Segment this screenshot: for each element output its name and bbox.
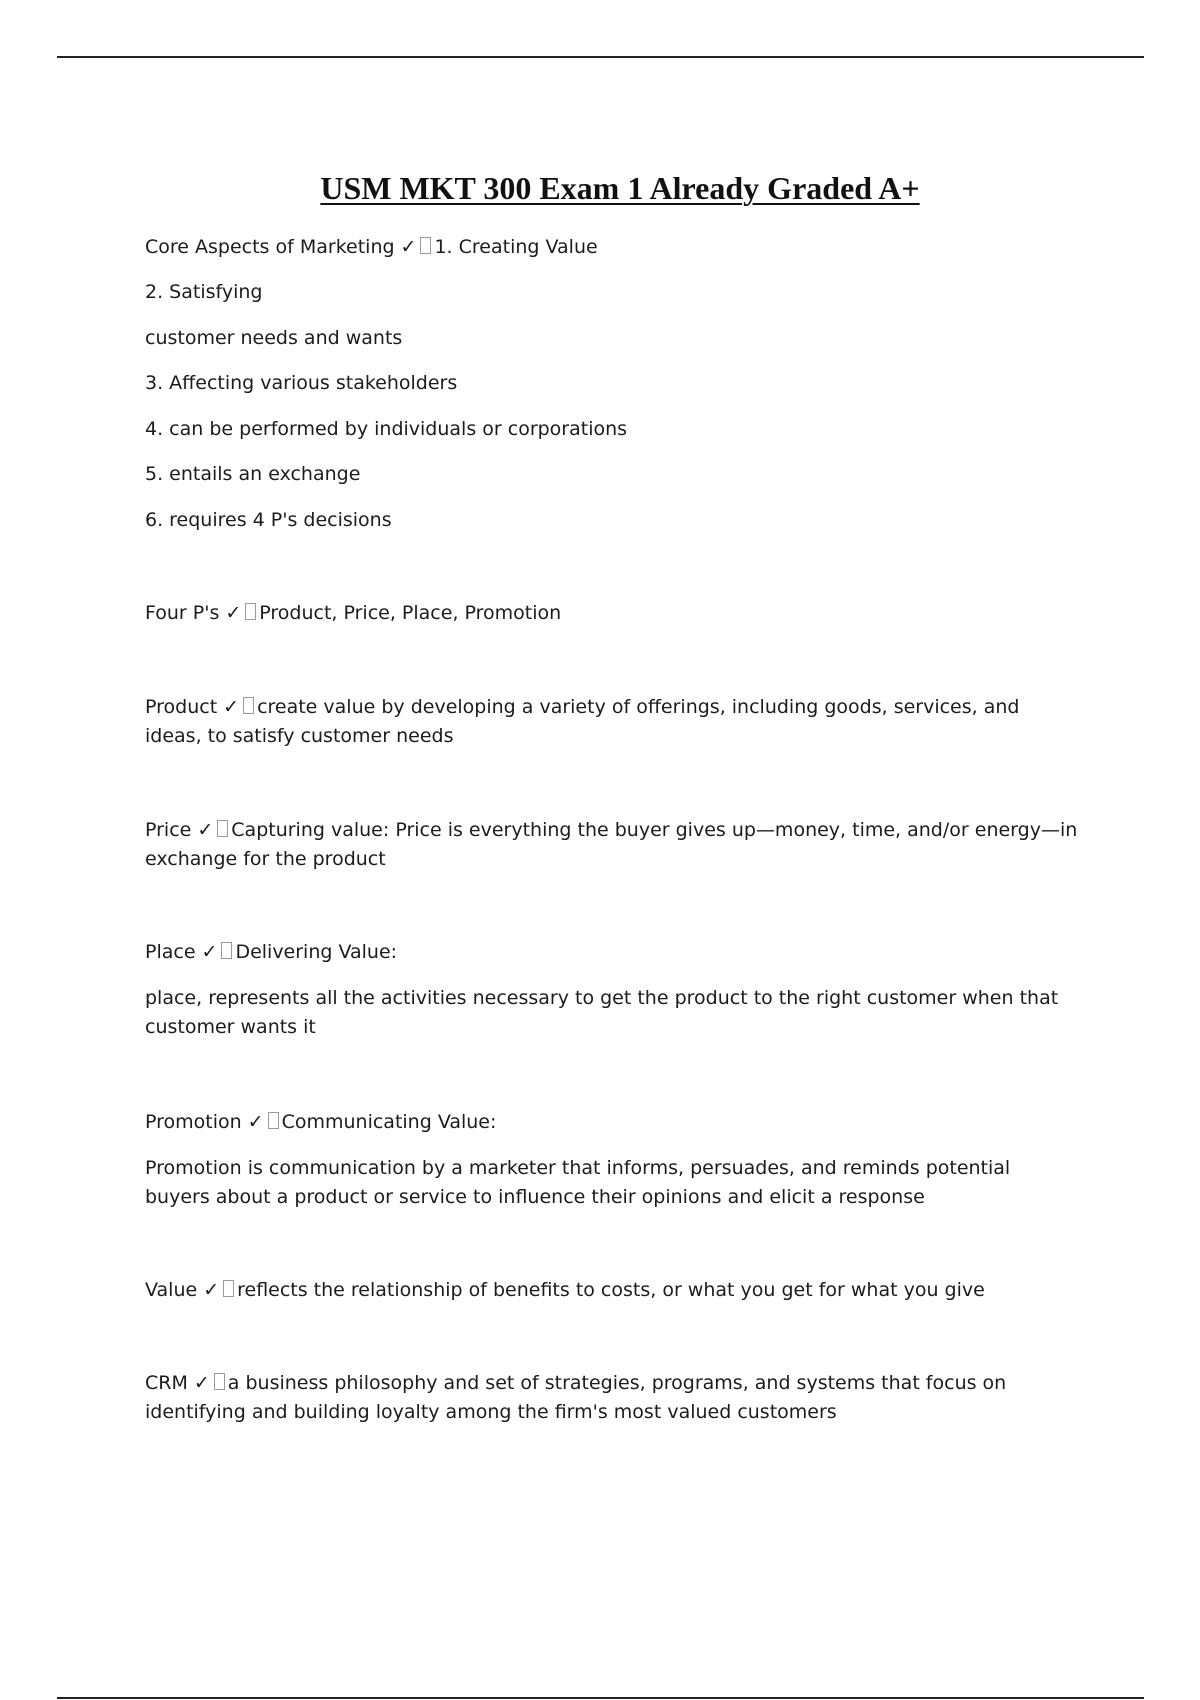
entry-continuation: 3. Affecting various stakeholders — [145, 372, 458, 394]
entry-definition: Delivering Value: — [235, 941, 398, 963]
entry-continuation: customer needs and wants — [145, 327, 403, 349]
checkmark-icon: ✓ — [201, 941, 218, 963]
missing-glyph-box-icon — [268, 1112, 279, 1129]
entry-value — [145, 1276, 1080, 1305]
checkmark-icon: ✓ — [247, 1111, 264, 1133]
missing-glyph-box-icon — [243, 697, 254, 714]
missing-glyph-box-icon — [420, 237, 431, 254]
entry-core-aspects — [145, 233, 1080, 262]
entry-term: Promotion — [145, 1111, 242, 1133]
entry-definition: Communicating Value: — [281, 1111, 497, 1133]
entry-definition: create value by developing a variety of offerings, including goods, services, and ideas, to satisfy customer needs — [145, 696, 1020, 747]
entry-definition: a business philosophy and set of strategies, programs, and systems that focus on identifying and building loyalty among the firm's most valued customers — [145, 1372, 1007, 1423]
checkmark-icon: ✓ — [203, 1279, 220, 1301]
entry-definition: Product, Price, Place, Promotion — [259, 602, 562, 624]
entry-term: Core Aspects of Marketing — [145, 236, 395, 258]
entry-continuation: place, represents all the activities necessary to get the product to the right customer when that customer wants it — [145, 987, 1059, 1038]
checkmark-icon: ✓ — [225, 602, 242, 624]
entry-product — [145, 693, 1080, 751]
entry-definition: reflects the relationship of benefits to costs, or what you get for what you give — [237, 1279, 985, 1301]
checkmark-icon: ✓ — [193, 1372, 210, 1394]
checkmark-icon: ✓ — [223, 696, 240, 718]
page-title: USM MKT 300 Exam 1 Already Graded A+ — [320, 170, 920, 206]
entry-term: Four P's — [145, 602, 220, 624]
checkmark-icon: ✓ — [197, 819, 214, 841]
entry-term: Product — [145, 696, 218, 718]
entry-definition: Capturing value: Price is everything the buyer gives up—money, time, and/or energy—in exchange for the product — [145, 819, 1078, 870]
checkmark-icon: ✓ — [400, 236, 417, 258]
missing-glyph-box-icon — [217, 820, 228, 837]
missing-glyph-box-icon — [214, 1373, 225, 1390]
entry-promotion — [145, 1108, 1080, 1137]
entry-term: Place — [145, 941, 196, 963]
entry-four-ps — [145, 599, 1080, 628]
missing-glyph-box-icon — [223, 1280, 234, 1297]
entry-crm — [145, 1369, 1080, 1427]
entry-term: CRM — [145, 1372, 188, 1394]
entry-continuation: 4. can be performed by individuals or corporations — [145, 418, 628, 440]
missing-glyph-box-icon — [245, 603, 256, 620]
entry-price — [145, 816, 1080, 874]
entry-continuation: 6. requires 4 P's decisions — [145, 509, 392, 531]
entry-definition: 1. Creating Value — [434, 236, 598, 258]
missing-glyph-box-icon — [221, 942, 232, 959]
footer-rule — [57, 1697, 1144, 1699]
header-rule — [57, 56, 1144, 58]
entry-term: Price — [145, 819, 192, 841]
entry-continuation: Promotion is communication by a marketer that informs, persuades, and reminds potential buyers about a product or service to influence their opinions and elicit a response — [145, 1157, 1011, 1208]
entry-place — [145, 938, 1080, 967]
entry-continuation: 5. entails an exchange — [145, 463, 361, 485]
entry-term: Value — [145, 1279, 198, 1301]
entry-continuation: 2. Satisfying — [145, 281, 263, 303]
